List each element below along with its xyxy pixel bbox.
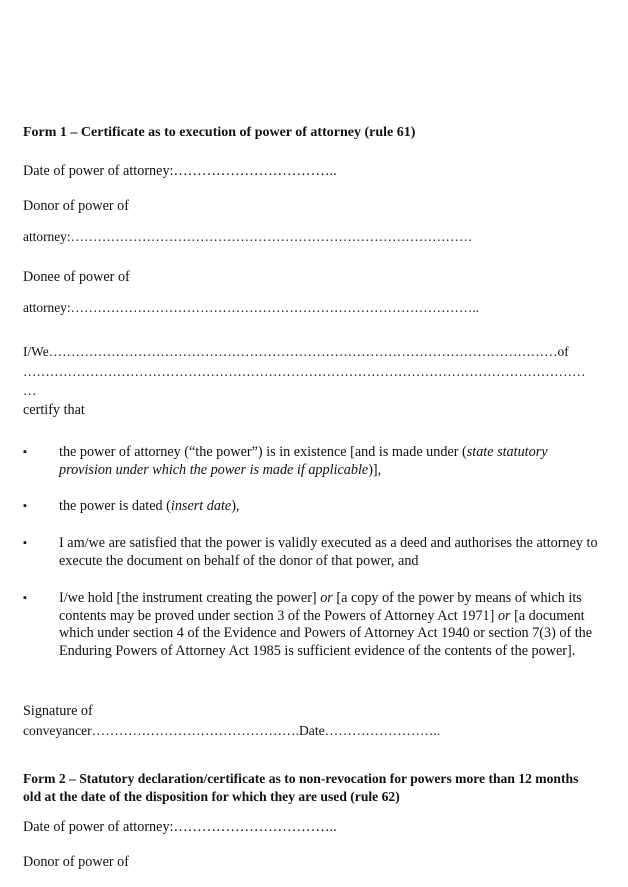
- bullet-mark: ▪: [23, 592, 27, 604]
- bullet-2-italic: insert date: [170, 498, 232, 514]
- form1-donor-label: Donor of power of: [23, 198, 129, 214]
- form1-signature-label: Signature of: [23, 703, 93, 719]
- bullet-mark: ▪: [23, 500, 27, 512]
- form1-donee-line: attorney:………………………………………………………………………………..: [23, 300, 480, 315]
- form1-bullet-3: [23, 535, 598, 571]
- bullet-2-text: [59, 498, 599, 516]
- form1-donee-label: Donee of power of: [23, 269, 130, 285]
- form2-title: Form 2 – Statutory declaration/certificate as to non-revocation for powers more than 12 months old at the date of the disposition for which they are used (rule 62): [23, 771, 579, 804]
- bullet-4-part-c: [a document which under section 4 of the Evidence and Powers of Attorney Act 1940 or section 7(3) of the Enduring Powers of Attorney Act 1985 is sufficient evidence of the contents of the power].: [59, 607, 593, 659]
- form1-title: Form 1 – Certificate as to execution of power of attorney (rule 61): [23, 125, 416, 140]
- bullet-2-part-c: ),: [231, 498, 240, 514]
- bullet-1-part-c: )],: [368, 461, 382, 478]
- bullet-2-part-a: the power is dated (: [59, 498, 171, 514]
- form2-donor-label: Donor of power of: [23, 854, 129, 870]
- form1-dots-line: ………………………………………………………………………………………………………………: [23, 364, 586, 379]
- form1-signature-line: conveyancer……………………………………….Date……………………..: [23, 723, 441, 738]
- form1-bullet-2: [23, 498, 583, 516]
- bullet-mark: ▪: [23, 537, 27, 549]
- bullet-mark: ▪: [23, 446, 27, 458]
- form1-bullet-1: [23, 444, 583, 480]
- form2-date-of-power-line: Date of power of attorney:……………………………..: [23, 819, 337, 835]
- bullet-4-part-a: I/we hold [the instrument creating the power]: [59, 590, 321, 606]
- bullet-4-text: [59, 590, 599, 660]
- bullet-3-text: I am/we are satisfied that the power is validly executed as a deed and authorises the attorney to execute the document on behalf of the donor of that power, and: [59, 535, 598, 569]
- form1-iwe-line: I/We……………………………………………………………………………………………………of: [23, 344, 569, 359]
- bullet-4-or-2: or: [497, 607, 511, 624]
- bullet-1-text: [59, 444, 599, 479]
- form1-date-of-power-line: Date of power of attorney:……………………………..: [23, 163, 337, 179]
- bullet-4-or-1: or: [320, 590, 333, 606]
- bullet-1-part-a: the power of attorney (“the power”) is in existence [and is made under (: [59, 444, 467, 460]
- bullet-1-italic: state statutory provision under which the power is made if applicable: [59, 444, 548, 478]
- form1-dots-end: …: [23, 383, 37, 398]
- form1-certify-that: certify that: [23, 402, 85, 418]
- form1-bullet-4: [23, 590, 593, 662]
- form1-donor-line: attorney:………………………………………………………………………………: [23, 229, 473, 244]
- bullet-4-part-b: [a copy of the power by means of which its contents may be proved under section 3 of the Powers of Attorney Act 1971]: [59, 590, 582, 624]
